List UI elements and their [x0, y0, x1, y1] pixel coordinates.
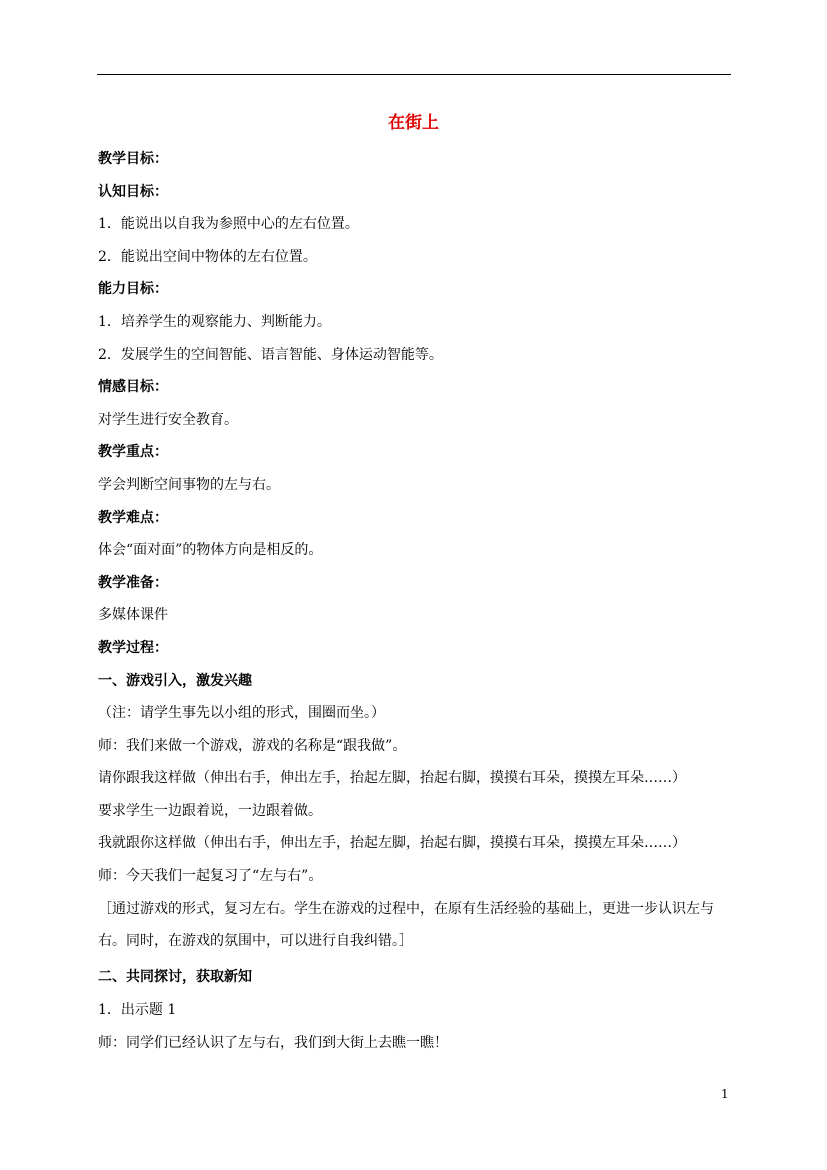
body-paragraph: 我就跟你这样做（伸出右手，伸出左手，抬起左脚，抬起右脚，摸摸右耳朵，摸摸左耳朵……）: [98, 835, 686, 852]
body-paragraph: 2．发展学生的空间智能、语言智能、身体运动智能等。: [98, 346, 443, 363]
body-paragraph: 体会“面对面”的物体方向是相反的。: [98, 542, 323, 559]
body-paragraph: 师：今天我们一起复习了“左与右”。: [98, 868, 323, 885]
body-paragraph: 师：我们来做一个游戏，游戏的名称是“跟我做”。: [98, 737, 407, 754]
section-heading: 教学准备：: [98, 574, 168, 591]
section-heading: 二、共同探讨，获取新知: [98, 969, 252, 986]
section-heading: 情感目标：: [98, 379, 168, 396]
header-rule: [97, 74, 731, 75]
section-heading: 教学目标：: [98, 151, 168, 167]
body-paragraph: 师：同学们已经认识了左与右，我们到大街上去瞧一瞧！: [98, 1034, 448, 1051]
body-paragraph: 对学生进行安全教育。: [98, 411, 238, 428]
body-paragraph: 要求学生一边跟着说，一边跟着做。: [98, 802, 322, 819]
document-body: [98, 146, 738, 1062]
section-heading: 教学过程：: [98, 639, 168, 656]
body-paragraph: 学会判断空间事物的左与右。: [98, 476, 280, 493]
body-paragraph: 多媒体课件: [98, 607, 168, 624]
section-heading: 能力目标：: [98, 281, 168, 298]
body-paragraph: 1．出示题 1: [98, 1002, 177, 1019]
section-heading: 认知目标：: [98, 183, 168, 200]
section-heading: 一、游戏引入，激发兴趣: [98, 672, 252, 689]
body-paragraph: 请你跟我这样做（伸出右手，伸出左手，抬起左脚，抬起右脚，摸摸右耳朵，摸摸左耳朵……）: [98, 770, 686, 787]
body-paragraph: ［通过游戏的形式，复习左右。学生在游戏的过程中，在原有生活经验的基础上，更进一步认识左与右。同时，在游戏的氛围中，可以进行自我纠错。］: [98, 900, 714, 950]
body-paragraph: （注：请学生事先以小组的形式，围圈而坐。）: [98, 705, 385, 722]
body-paragraph: 1．能说出以自我为参照中心的左右位置。: [98, 216, 359, 233]
section-heading: 教学难点：: [98, 509, 168, 526]
page-number: 1: [721, 1087, 729, 1101]
body-paragraph: 2．能说出空间中物体的左右位置。: [98, 248, 317, 265]
section-heading: 教学重点：: [98, 444, 168, 461]
document-title: 在街上: [388, 113, 439, 133]
body-paragraph: 1．培养学生的观察能力、判断能力。: [98, 313, 331, 330]
